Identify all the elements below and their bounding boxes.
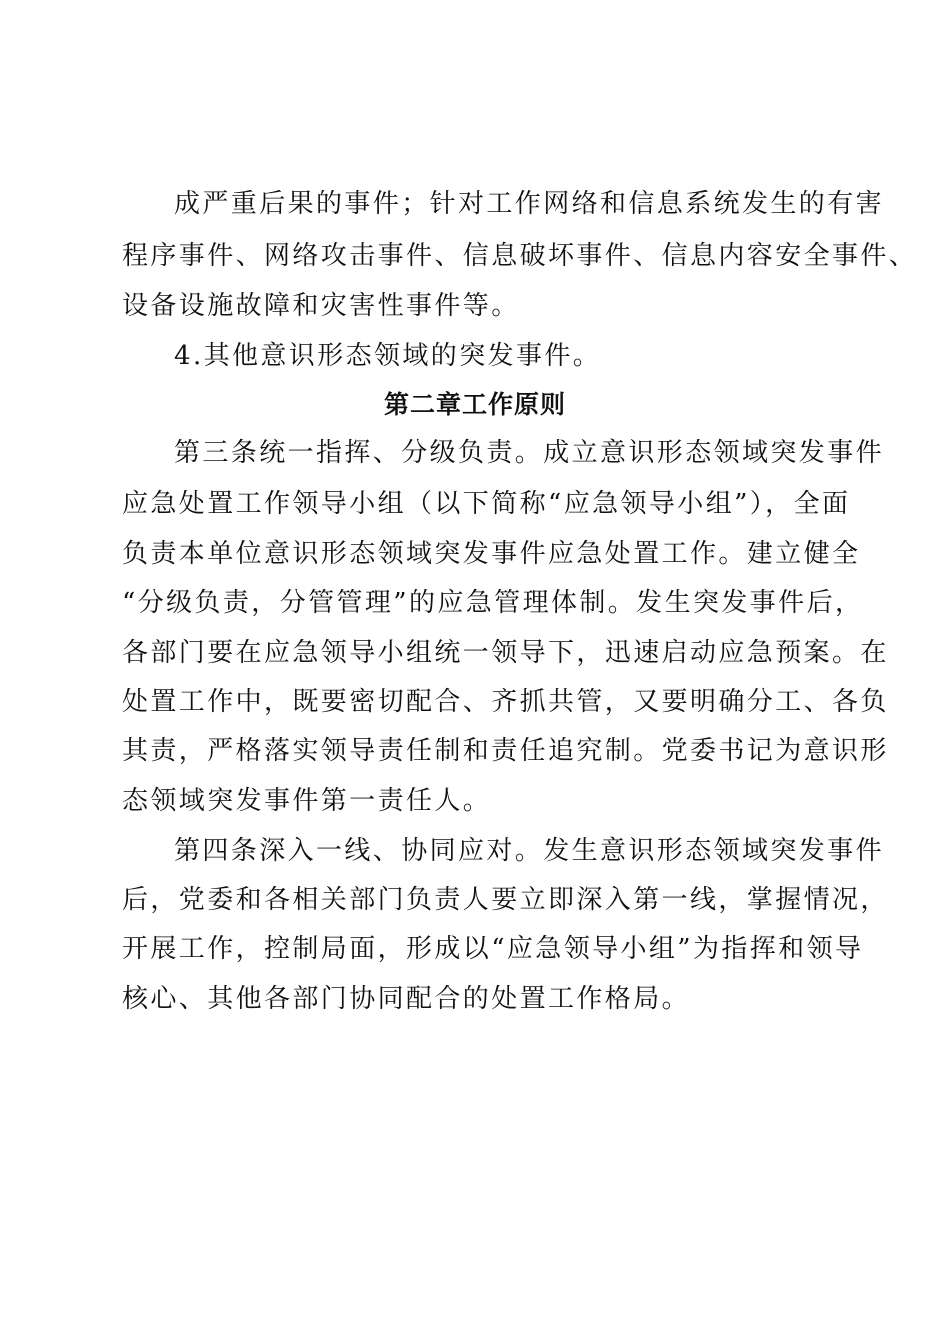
text-line: 核心、其他各部门协同配合的处置工作格局。 [122, 984, 691, 1014]
text-line: 态领域突发事件第一责任人。 [122, 786, 492, 816]
text-line: 第三条统一指挥、分级负责。成立意识形态领域突发事件 [174, 438, 885, 468]
text-line: 处置工作中，既要密切配合、齐抓共管，又要明确分工、各负 [122, 687, 889, 717]
text-line: 设备设施故障和灾害性事件等。 [122, 291, 520, 321]
text-line: 开展工作，控制局面，形成以“应急领导小组”为指挥和领导 [122, 934, 864, 964]
text-line: 各部门要在应急领导小组统一领导下，迅速启动应急预案。在 [122, 638, 889, 668]
text-line: 4.其他意识形态领域的突发事件。 [174, 341, 602, 371]
text-line: 负责本单位意识形态领域突发事件应急处置工作。建立健全 [122, 539, 861, 569]
text-line: 程序事件、网络攻击事件、信息破坏事件、信息内容安全事件、 [122, 241, 918, 271]
text-line: 第四条深入一线、协同应对。发生意识形态领域突发事件 [174, 836, 885, 866]
text-line: “分级负责，分管管理”的应急管理体制。发生突发事件后， [122, 588, 864, 618]
text-line: 后，党委和各相关部门负责人要立即深入第一线，掌握情况， [122, 885, 889, 915]
text-line: 成严重后果的事件；针对工作网络和信息系统发生的有害 [174, 189, 885, 219]
chapter-heading: 第二章工作原则 [383, 390, 566, 419]
text-line: 其责，严格落实领导责任制和责任追究制。党委书记为意识形 [122, 736, 889, 766]
text-line: 应急处置工作领导小组（以下简称“应急领导小组”），全面 [122, 489, 851, 519]
